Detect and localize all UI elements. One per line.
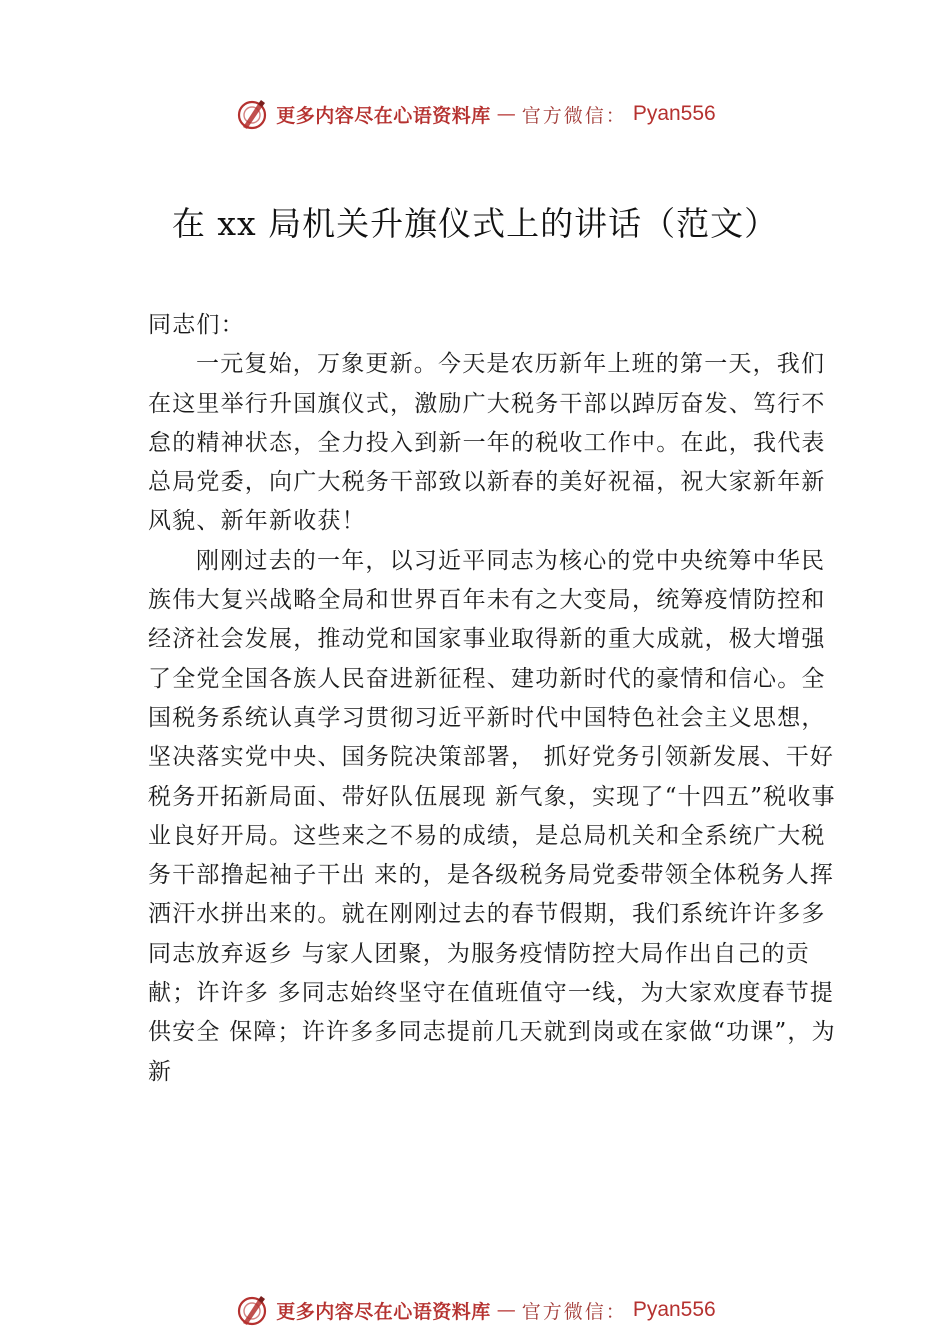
watermark-wechat-label: 官方微信：	[521, 104, 627, 127]
watermark-wechat-label: 官方微信：	[521, 1300, 627, 1323]
paragraph-1: 一元复始，万象更新。今天是农历新年上班的第一天，我们在这里举行升国旗仪式，激励广大税务干部以踔厉奋发、笃行不怠的精神状态，全力投入到新一年的税收工作中。在此，我代表总局党委，向广大税务干部致以新春的美好祝福，祝大家新年新风貌、新年新收获！	[148, 351, 826, 535]
pen-nib-logo-icon	[234, 1292, 270, 1328]
watermark-site-text: 更多内容尽在心语资料库	[276, 104, 491, 127]
watermark-dash: —	[496, 103, 516, 125]
watermark-wechat-id: Pyan556	[632, 1298, 716, 1321]
footer-watermark	[0, 1290, 950, 1330]
document-body	[148, 306, 838, 1092]
watermark-dash: —	[496, 1299, 516, 1321]
paragraph-2: 刚刚过去的一年，以习近平同志为核心的党中央统筹中华民族伟大复兴战略全局和世界百年未有之大变局，统筹疫情防控和经济社会发展，推动党和国家事业取得新的重大成就，极大增强了全党全国各族人民奋进新征程、建功新时代的豪情和信心。全国税务系统认真学习贯彻习近平新时代中国特色社会主义思想，坚决落实党中央、国务院决策部署， 抓好党务引领新发展、干好税务开拓新局面、带好队伍展现 新气象，实现了“十四五”税收事业良好开局。这些来之不易的成绩，是总局机关和全系统广大税务干部撸起袖子干出 来的，是各级税务局党委带领全体税务人挥洒汗水拼出来的。就在刚刚过去的春节假期，我们系统许许多多同志放弃返乡 与家人团聚，为服务疫情防控大局作出自己的贡献；许许多 多同志始终坚守在值班值守一线，为大家欢度春节提供安全 保障；许许多多同志提前几天就到岗或在家做“功课”，为新	[148, 547, 836, 1085]
pen-nib-logo-icon	[234, 96, 270, 132]
salutation: 同志们：	[148, 312, 245, 338]
watermark-wechat-id: Pyan556	[632, 102, 716, 125]
document-title: 在 xx 局机关升旗仪式上的讲话（范文）	[171, 204, 779, 243]
watermark-site-text: 更多内容尽在心语资料库	[276, 1300, 491, 1323]
header-watermark	[0, 94, 950, 134]
